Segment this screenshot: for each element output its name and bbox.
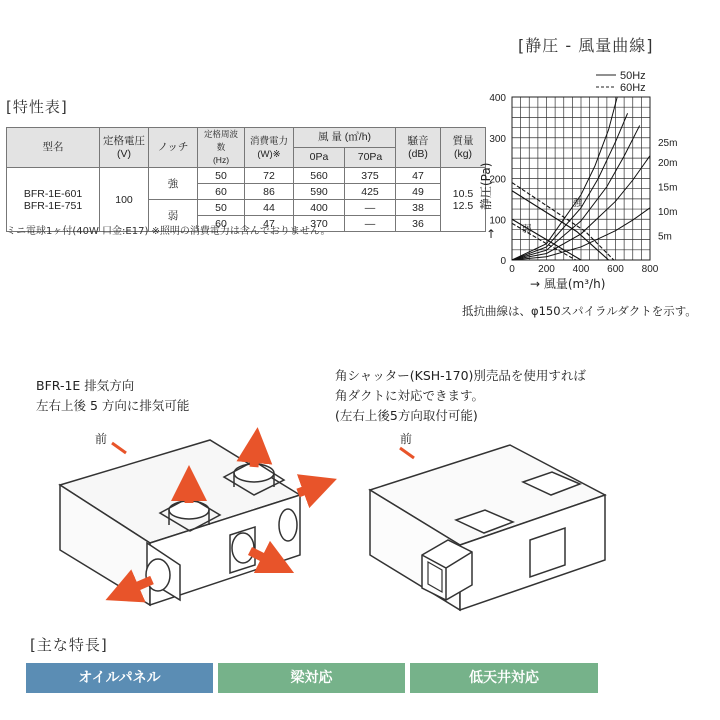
legend-50hz: 50Hz — [620, 70, 646, 82]
spec-note: ミニ電球1ヶ付(40W 口金:E17) ※照明の消費電力は含んでおりません。 — [6, 226, 331, 237]
header-airflow: 風 量 (㎥/h) — [294, 128, 396, 148]
power-cell: 72 — [245, 168, 294, 184]
right-caption-line3: (左右上後5方向取付可能) — [335, 408, 478, 423]
y-axis-label-group — [478, 163, 493, 210]
header-freq: 定格周波数 (Hz) — [198, 128, 245, 168]
spec-table — [6, 127, 486, 232]
left-caption-line2: 左右上後 5 方向に排気可能 — [36, 398, 190, 413]
feature-beam: 梁対応 — [218, 663, 405, 693]
annotation-weak: 弱 — [522, 224, 532, 235]
annotation-strong: 強 — [573, 198, 583, 209]
header-airflow-0pa: 0Pa — [294, 148, 345, 168]
noise-cell: 47 — [396, 168, 441, 184]
airflow0-cell: 400 — [294, 200, 345, 216]
freq-cell: 60 — [198, 184, 245, 200]
feature-low-ceiling: 低天井対応 — [410, 663, 598, 693]
y-tick-label: 400 — [489, 93, 506, 104]
arrow-up-2 — [254, 445, 256, 467]
y-axis-arrow: ↑ — [486, 227, 497, 241]
airflow70-cell: 375 — [345, 168, 396, 184]
right-collar — [232, 533, 254, 563]
header-voltage: 定格電圧 (V) — [100, 128, 149, 168]
airflow70-cell: — — [345, 216, 396, 232]
y-tick-label: 100 — [489, 215, 506, 227]
resistance-label: 5m — [658, 231, 672, 243]
front-arrow — [112, 443, 126, 453]
noise-cell: 38 — [396, 200, 441, 216]
freq-cell: 50 — [198, 168, 245, 184]
header-model: 型名 — [7, 128, 100, 168]
feature-oil-panel: オイルパネル — [26, 663, 213, 693]
static-pressure-chart — [470, 60, 720, 330]
x-tick-label: 600 — [607, 264, 624, 275]
legend-60hz: 60Hz — [620, 82, 646, 94]
right-caption — [335, 366, 586, 426]
header-power: 消費電力 (W)※ — [245, 128, 294, 168]
airflow70-cell: 425 — [345, 184, 396, 200]
airflow70-cell: — — [345, 200, 396, 216]
spec-title: [特性表] — [6, 98, 68, 116]
exhaust-unit-illustration — [40, 425, 340, 615]
chart-title: [静圧 - 風量曲線] — [518, 36, 654, 55]
right-caption-line2: 角ダクトに対応できます。 — [335, 388, 485, 403]
power-cell: 86 — [245, 184, 294, 200]
airflow0-cell: 560 — [294, 168, 345, 184]
side-collar-right — [279, 509, 297, 541]
x-tick-label: 0 — [509, 264, 515, 275]
noise-cell: 49 — [396, 184, 441, 200]
noise-cell: 36 — [396, 216, 441, 232]
x-tick-label: 200 — [538, 264, 555, 275]
y-tick-label: 200 — [489, 174, 506, 186]
right-front-label: 前 — [400, 432, 413, 446]
resistance-label: 25m — [658, 137, 678, 149]
left-caption-line1: BFR-1E 排気方向 — [36, 378, 135, 393]
right-caption-line1: 角シャッター(KSH-170)別売品を使用すれば — [335, 368, 586, 383]
power-cell: 47 — [245, 216, 294, 232]
voltage-value: 100 — [100, 168, 149, 232]
chart-footnote: 抵抗曲線は、φ150スパイラルダクトを示す。 — [462, 304, 697, 318]
notch-strong: 強 — [149, 168, 198, 200]
front-arrow — [400, 448, 414, 458]
model-names: BFR-1E-601 BFR-1E-751 — [7, 168, 100, 232]
freq-cell: 60 — [198, 216, 245, 232]
arrow-right — [298, 485, 320, 493]
freq-cell: 50 — [198, 200, 245, 216]
resistance-label: 20m — [658, 158, 678, 170]
front-collar — [146, 559, 170, 591]
y-tick-label: 0 — [500, 256, 506, 267]
header-noise: 騒音 (dB) — [396, 128, 441, 168]
shutter-unit-illustration — [360, 440, 620, 620]
power-cell: 44 — [245, 200, 294, 216]
top-collar-1 — [169, 501, 209, 519]
left-front-label: 前 — [95, 432, 108, 446]
header-notch: ノッチ — [149, 128, 198, 168]
resistance-label: 10m — [658, 207, 678, 219]
features-title: [主な特長] — [30, 636, 108, 654]
x-tick-label: 400 — [572, 264, 590, 275]
y-tick-label: 300 — [489, 133, 506, 145]
airflow0-cell: 590 — [294, 184, 345, 200]
header-airflow-70pa: 70Pa — [345, 148, 396, 168]
airflow0-cell: 370 — [294, 216, 345, 232]
mass-values: 10.5 12.5 — [441, 168, 486, 232]
left-caption — [36, 376, 189, 416]
notch-weak: 弱 — [149, 200, 198, 232]
x-axis-label: → 風量(m³/h) — [530, 277, 606, 291]
y-axis-label: 静圧(Pa) — [479, 162, 493, 210]
resistance-label: 15m — [658, 182, 678, 194]
x-tick-label: 800 — [641, 264, 659, 275]
header-mass: 質量 (kg) — [441, 128, 486, 168]
